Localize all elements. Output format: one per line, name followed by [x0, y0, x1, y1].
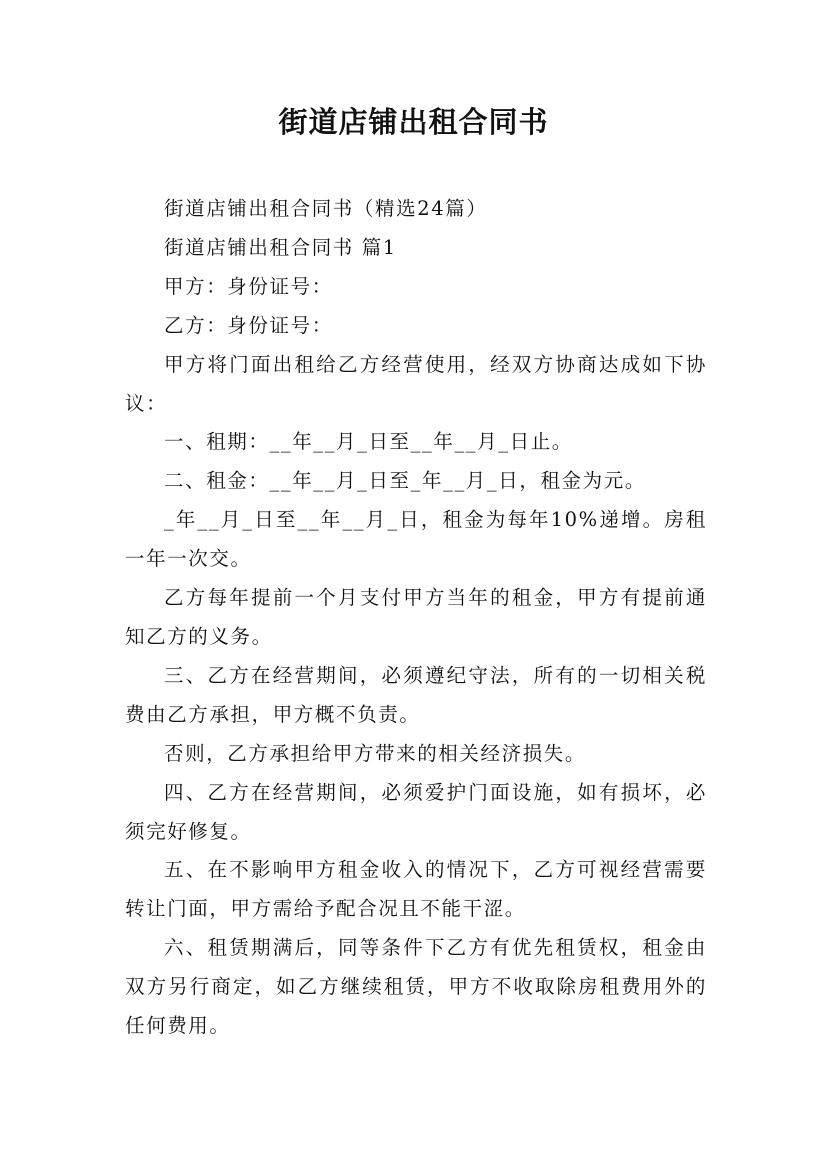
paragraph-clause-6-renewal: 六、租赁期满后，同等条件下乙方有优先租赁权，租金由双方另行商定，如乙方继续租赁，甲方不收取除房租费用外的任何费用。: [125, 936, 707, 1038]
paragraph-party-b: 乙方：身份证号：: [164, 313, 333, 337]
paragraph-agreement-intro: 甲方将门面出租给乙方经营使用，经双方协商达成如下协议：: [125, 352, 707, 415]
paragraph-subtitle: 街道店铺出租合同书（精选24篇）: [164, 197, 488, 220]
paragraph-clause-4-facilities: 四、乙方在经营期间，必须爱护门面设施，如有损坏，必须完好修复。: [125, 780, 707, 843]
document-title: 街道店铺出租合同书: [278, 105, 549, 139]
paragraph-clause-3-taxes: 三、乙方在经营期间，必须遵纪守法，所有的一切相关税费由乙方承担，甲方概不负责。: [125, 663, 707, 726]
paragraph-liability: 否则，乙方承担给甲方带来的相关经济损失。: [164, 741, 587, 765]
paragraph-clause-2-rent: 二、租金：__年__月_日至_年__月_日，租金为元。: [164, 469, 646, 493]
paragraph-clause-1-term: 一、租期：__年__月_日至__年__月_日止。: [164, 430, 573, 454]
document-body: [125, 190, 707, 1046]
paragraph-section-heading: 街道店铺出租合同书 篇1: [164, 235, 397, 259]
paragraph-rent-payment: 乙方每年提前一个月支付甲方当年的租金，甲方有提前通知乙方的义务。: [125, 586, 707, 648]
paragraph-clause-5-transfer: 五、在不影响甲方租金收入的情况下，乙方可视经营需要转让门面，甲方需给予配合况且不能干涩。: [125, 858, 707, 921]
paragraph-rent-increase: _年__月_日至__年__月_日，租金为每年10%递增。房租一年一次交。: [125, 508, 707, 571]
paragraph-party-a: 甲方：身份证号：: [164, 274, 333, 298]
